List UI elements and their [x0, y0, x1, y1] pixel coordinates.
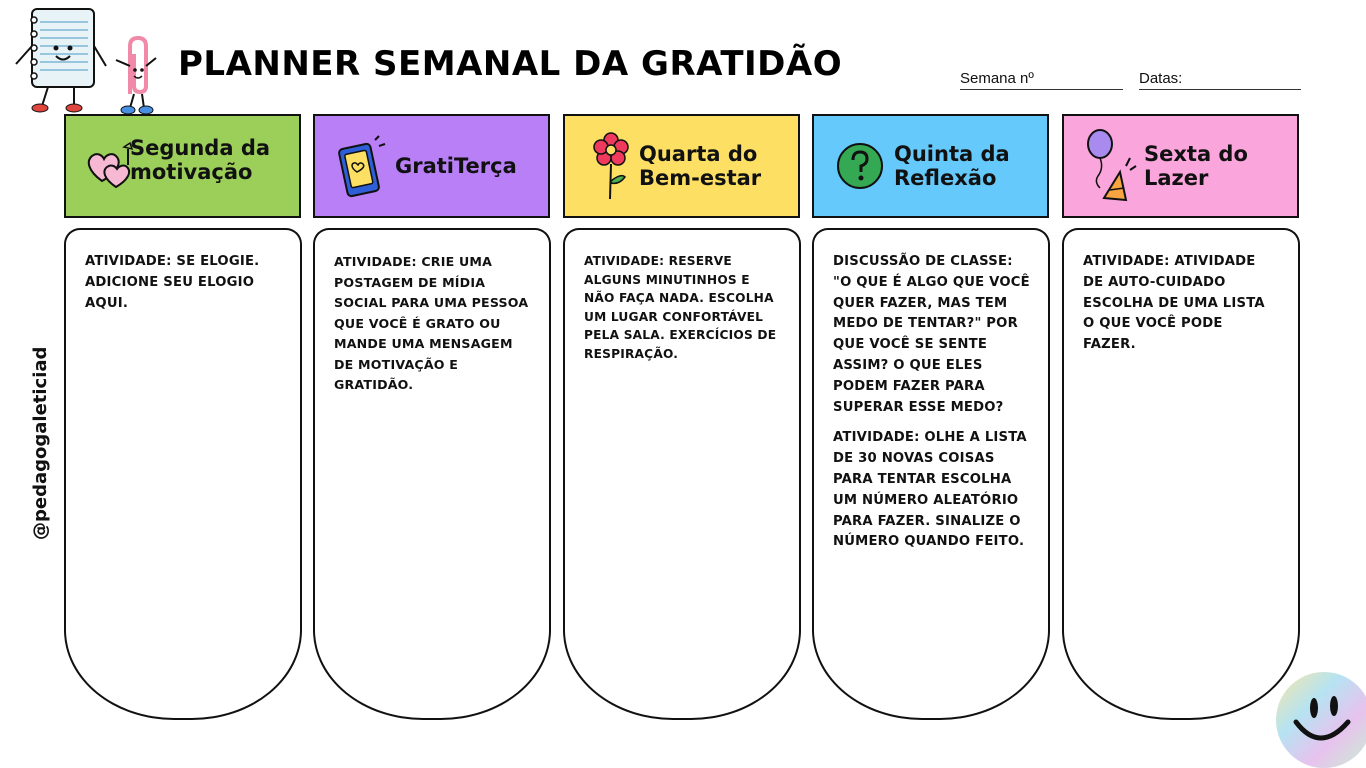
notebook-mascot-icon	[10, 6, 110, 116]
thursday-activity: ATIVIDADE: OLHE A LISTA DE 30 NOVAS COISAS PARA TENTAR ESCOLHA UM NÚMERO ALEATÓRIO PARA FAZER. SINALIZE O NÚMERO QUANDO FEITO.	[833, 430, 1027, 550]
thursday-header	[812, 114, 1049, 218]
balloon-party-icon	[1082, 136, 1138, 196]
wednesday-title: Quarta do Bem-estar	[639, 142, 762, 190]
wednesday-card	[563, 228, 801, 720]
dates-field[interactable]: Datas:	[1139, 70, 1301, 90]
monday-activity: ATIVIDADE: SE ELOGIE. ADICIONE SEU ELOGIO AQUI.	[85, 254, 260, 311]
wednesday-activity: ATIVIDADE: RESERVE ALGUNS MINUTINHOS E NÃO FAÇA NADA. ESCOLHA UM LUGAR CONFORTÁVEL PELA SALA. EXERCÍCIOS DE RESPIRAÇÃO.	[584, 254, 777, 361]
friday-activity: ATIVIDADE: ATIVIDADE DE AUTO-CUIDADO ESCOLHA DE UMA LISTA O QUE VOCÊ PODE FAZER.	[1083, 254, 1265, 353]
phone-heart-icon	[333, 136, 389, 196]
paperclip-mascot-icon	[108, 36, 158, 116]
monday-card	[64, 228, 302, 720]
question-icon	[832, 136, 888, 196]
thursday-title: Quinta da Reflexão	[894, 142, 1010, 190]
flower-icon	[583, 136, 639, 196]
thursday-discussion: DISCUSSÃO DE CLASSE: "O QUE É ALGO QUE VOCÊ QUER FAZER, MAS TEM MEDO DE TENTAR?" POR QUE VOCÊ SE SENTE ASSIM? O QUE ELES PODEM FAZER PARA SUPERAR ESSE MEDO?	[833, 254, 1030, 415]
tuesday-header	[313, 114, 550, 218]
friday-card	[1062, 228, 1300, 720]
friday-title: Sexta do Lazer	[1144, 142, 1248, 190]
page-title: PLANNER SEMANAL DA GRATIDÃO	[178, 44, 843, 84]
tuesday-activity: ATIVIDADE: CRIE UMA POSTAGEM DE MÍDIA SOCIAL PARA UMA PESSOA QUE VOCÊ É GRATO OU MANDE UMA MENSAGEM DE MOTIVAÇÃO E GRATIDÃO.	[334, 254, 529, 392]
monday-header	[64, 114, 301, 218]
tuesday-card	[313, 228, 551, 720]
social-handle: @pedagogaleticiad	[30, 346, 51, 540]
thursday-card	[812, 228, 1050, 720]
tuesday-title: GratiTerça	[395, 154, 517, 178]
week-number-field[interactable]: Semana nº	[960, 70, 1123, 90]
wednesday-header	[563, 114, 800, 218]
smiley-icon	[1276, 670, 1366, 768]
monday-title: Segunda da motivação	[130, 136, 271, 184]
friday-header	[1062, 114, 1299, 218]
